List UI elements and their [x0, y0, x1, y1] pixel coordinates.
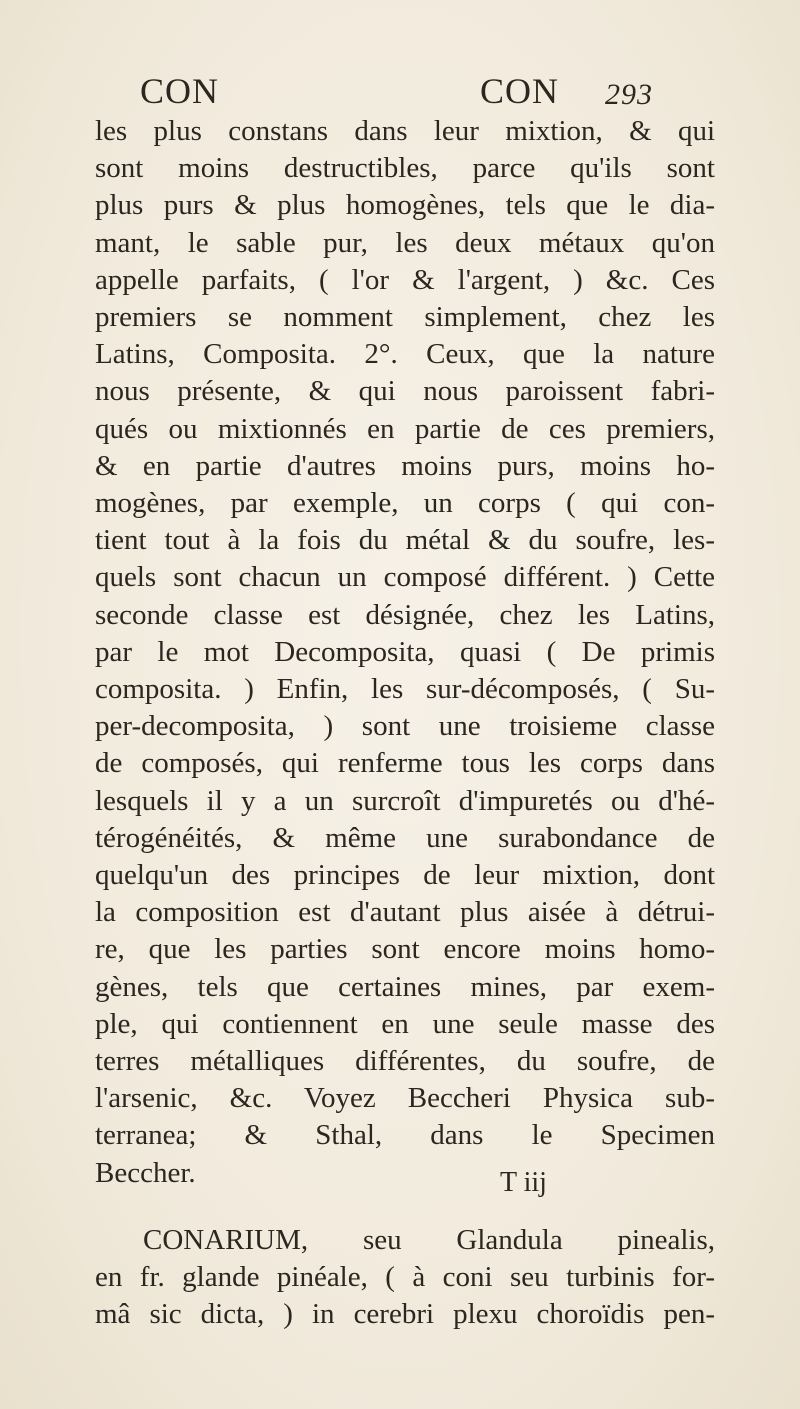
text-line: quelqu'un des principes de leur mixtion, dont [95, 859, 715, 892]
entry-headword-line: CONARIUM, seu Glandula pinealis, [143, 1223, 715, 1256]
text-line: lesquels il y a un surcroît d'impuretés ou d'hé- [95, 784, 715, 817]
text-line: par le mot Decomposita, quasi ( De primis [95, 635, 715, 668]
text-line: terres métalliques différentes, du soufre, de [95, 1045, 715, 1078]
text-line: en fr. glande pinéale, ( à coni seu turbinis for- [95, 1261, 715, 1294]
text-line: quels sont chacun un composé différent. ) Cette [95, 561, 715, 594]
text-line: ple, qui contiennent en une seule masse des [95, 1007, 715, 1040]
text-line: premiers se nomment simplement, chez les [95, 301, 715, 334]
text-line: l'arsenic, &c. Voyez Beccheri Physica sub- [95, 1082, 715, 1115]
signature-mark: T iij [500, 1167, 547, 1198]
text-line: les plus constans dans leur mixtion, & qui [95, 115, 715, 147]
header-right: CON [480, 71, 560, 111]
entry-spacer [95, 1192, 715, 1222]
text-line: & en partie d'autres moins purs, moins ho- [95, 449, 715, 482]
text-line: sont moins destructibles, parce qu'ils sont [95, 152, 715, 185]
text-line: térogénéités, & même une surabondance de [95, 821, 715, 854]
text-line: composita. ) Enfin, les sur-décomposés, ( Su- [95, 673, 715, 706]
header-left: CON [140, 71, 220, 111]
text-line: seconde classe est désignée, chez les Latins, [95, 598, 715, 631]
text-line: de composés, qui renferme tous les corps dans [95, 747, 715, 780]
page-number: 293 [605, 78, 653, 111]
text-line: Beccher. [95, 1156, 196, 1189]
text-line: per-decomposita, ) sont une troisieme classe [95, 710, 715, 743]
text-line: re, que les parties sont encore moins homo- [95, 933, 715, 966]
page-text [95, 113, 715, 1334]
text-line: tient tout à la fois du métal & du soufre, les- [95, 524, 715, 557]
text-line: qués ou mixtionnés en partie de ces premiers, [95, 412, 715, 445]
text-line: mogènes, par exemple, un corps ( qui con- [95, 487, 715, 520]
text-line: terranea; & Sthal, dans le Specimen [95, 1119, 715, 1152]
text-line: nous présente, & qui nous paroissent fabri- [95, 375, 715, 408]
text-line: gènes, tels que certaines mines, par exem- [95, 970, 715, 1003]
text-line: Latins, Composita. 2°. Ceux, que la nature [95, 338, 715, 371]
text-line: mant, le sable pur, les deux métaux qu'on [95, 226, 715, 259]
text-line: plus purs & plus homogènes, tels que le dia- [95, 189, 715, 222]
text-line: mâ sic dicta, ) in cerebri plexu choroïdis pen- [95, 1298, 715, 1331]
text-line: appelle parfaits, ( l'or & l'argent, ) &c. Ces [95, 263, 715, 296]
text-line: la composition est d'autant plus aisée à détrui- [95, 896, 715, 929]
